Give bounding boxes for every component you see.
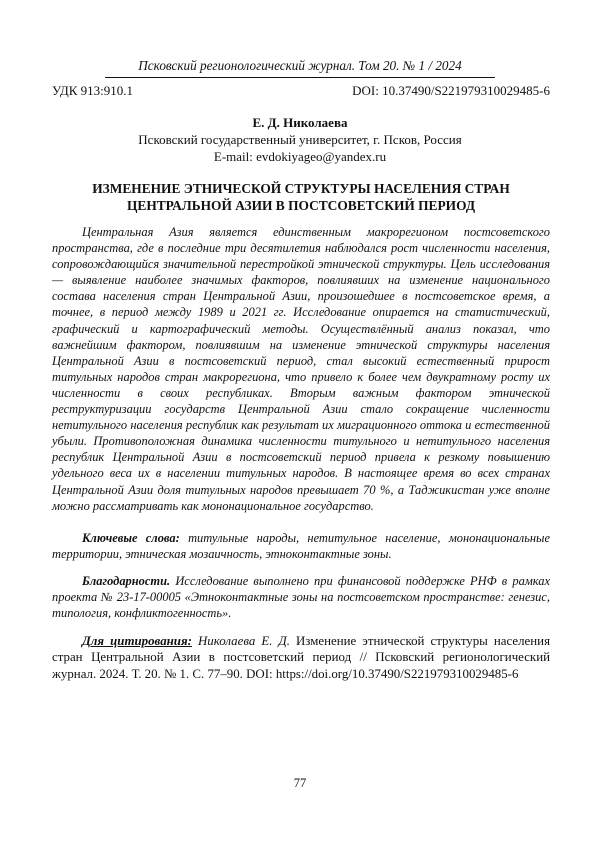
doi: DOI: 10.37490/S221979310029485-6 xyxy=(352,83,550,99)
header-rule xyxy=(105,77,495,78)
acknowledgements xyxy=(52,573,550,621)
author-email: E-mail: evdokiyageo@yandex.ru xyxy=(0,148,600,165)
citation-text: Изменение этнической структуры населения стран Центральной Азии в постсоветский период // Псковский регионологический журнал. 2024. Т. 20. № 1. С. 77–90. DOI: https://doi.org/10.37490/S221979310029485-6 xyxy=(52,634,550,681)
keywords xyxy=(52,530,550,562)
udc-code: УДК 913:910.1 xyxy=(52,83,133,99)
author-affiliation: Псковский государственный университет, г. Псков, Россия xyxy=(0,131,600,148)
acknowledgements-label: Благодарности. xyxy=(82,574,170,588)
keywords-label: Ключевые слова: xyxy=(82,531,180,545)
acknowledgements-text: Исследование выполнено при финансовой поддержке РНФ в рамках проекта № 23-17-00005 «Этноконтактные зоны на постсоветском пространстве: генезис, типология, конфликтогенность». xyxy=(52,574,550,620)
citation-label: Для цитирования: xyxy=(82,634,192,648)
keywords-text: титульные народы, нетитульное население, мононациональные территории, этническая мозаичность, этноконтактные зоны. xyxy=(52,531,550,561)
author-name: Е. Д. Николаева xyxy=(0,114,600,131)
article-title: ИЗМЕНЕНИЕ ЭТНИЧЕСКОЙ СТРУКТУРЫ НАСЕЛЕНИЯ СТРАН ЦЕНТРАЛЬНОЙ АЗИИ В ПОСТСОВЕТСКИЙ ПЕРИОД xyxy=(52,180,550,214)
citation xyxy=(52,633,550,682)
author-block xyxy=(0,114,600,165)
running-head: Псковский регионологический журнал. Том 20. № 1 / 2024 xyxy=(0,58,600,74)
page-number: 77 xyxy=(0,775,600,791)
abstract: Центральная Азия является единственным макрорегионом постсоветского пространства, где в последние три десятилетия наблюдался рост численности населения, сопровождающийся значительной перестройкой этнической структуры. Цель исследования — выявление наиболее значимых факторов, повлиявших на изменение национального состава населения стран Центральной Азии, произошедшее в постсоветское время, а точнее, в период между 1989 и 2021 гг. Исследование опирается на статистический, графический и картографический методы. Осуществлённый анализ показал, что важнейшим фактором, повлиявшим на изменение этнической структуры населения Центральной Азии в постсоветский период, стал высокий естественный прирост титульных народов стран макрорегиона, что привело к более чем двукратному росту их численности в своих республиках. Вторым важным фактором этнической реструктуризации государств Центральной Азии стало сокращение численности нетитульного населения республик как результат их миграционного оттока и естественной убыли. Противоположная динамика численности титульного и нетитульного населения республик Центральной Азии в постсоветский период привела к резкому повышению удельного веса их в населении титульных народов. В настоящее время во всех странах Центральной Азии доля титульных народов превышает 70 %, а Таджикистан уже вполне можно рассматривать как мононациональное государство. xyxy=(52,224,550,514)
citation-author: Николаева Е. Д. xyxy=(198,634,290,648)
